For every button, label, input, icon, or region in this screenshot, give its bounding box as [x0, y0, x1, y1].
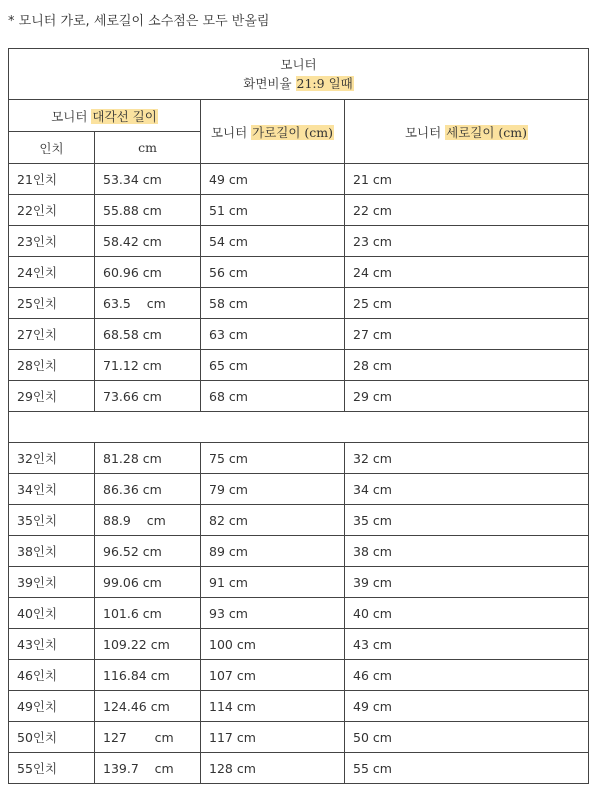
- width-cell: 68 cm: [201, 381, 345, 412]
- diag-header: [9, 100, 201, 132]
- width-cell: 100 cm: [201, 629, 345, 660]
- width-cell: 75 cm: [201, 443, 345, 474]
- inch-cell: 38인치: [9, 536, 95, 567]
- table-row: [9, 505, 589, 536]
- height-cell: 35 cm: [345, 505, 589, 536]
- diag-cell: 73.66 cm: [95, 381, 201, 412]
- table-title: [9, 49, 589, 100]
- width-cell: 107 cm: [201, 660, 345, 691]
- empty-cell: [9, 412, 589, 443]
- height-cell: 50 cm: [345, 722, 589, 753]
- table-row: [9, 319, 589, 350]
- inch-cell: 25인치: [9, 288, 95, 319]
- table-row: [9, 195, 589, 226]
- inch-cell: 46인치: [9, 660, 95, 691]
- width-cell: 49 cm: [201, 164, 345, 195]
- height-cell: 21 cm: [345, 164, 589, 195]
- inch-cell: 55인치: [9, 753, 95, 784]
- height-cell: 29 cm: [345, 381, 589, 412]
- height-cell: 28 cm: [345, 350, 589, 381]
- diag-cell: 60.96 cm: [95, 257, 201, 288]
- height-header: [345, 100, 589, 164]
- table-row: [9, 753, 589, 784]
- width-header: [201, 100, 345, 164]
- diag-cell: 53.34 cm: [95, 164, 201, 195]
- diag-cell: 116.84 cm: [95, 660, 201, 691]
- aspect-highlight: 21:9 일때: [296, 76, 353, 91]
- height-prefix: 모니터: [404, 124, 446, 140]
- aspect-label: 화면비율: [243, 76, 296, 91]
- inch-cell: 32인치: [9, 443, 95, 474]
- table-row: [9, 474, 589, 505]
- diag-cell: 88.9 cm: [95, 505, 201, 536]
- diag-cell: 109.22 cm: [95, 629, 201, 660]
- diag-cell: 63.5 cm: [95, 288, 201, 319]
- inch-cell: 27인치: [9, 319, 95, 350]
- table-row: [9, 164, 589, 195]
- table-row: [9, 536, 589, 567]
- cm-column-header: cm: [95, 132, 201, 164]
- diag-cell: 101.6 cm: [95, 598, 201, 629]
- monitor-size-table: [8, 48, 589, 784]
- height-cell: 38 cm: [345, 536, 589, 567]
- diag-cell: 127 cm: [95, 722, 201, 753]
- diag-cell: 99.06 cm: [95, 567, 201, 598]
- height-cell: 23 cm: [345, 226, 589, 257]
- inch-cell: 40인치: [9, 598, 95, 629]
- height-cell: 25 cm: [345, 288, 589, 319]
- height-cell: 46 cm: [345, 660, 589, 691]
- table-row: [9, 288, 589, 319]
- diag-cell: 124.46 cm: [95, 691, 201, 722]
- diag-highlight: 대각선 길이: [92, 108, 157, 124]
- inch-cell: 23인치: [9, 226, 95, 257]
- width-cell: 114 cm: [201, 691, 345, 722]
- width-highlight: 가로길이 (cm): [252, 124, 334, 140]
- table-row: [9, 381, 589, 412]
- width-cell: 93 cm: [201, 598, 345, 629]
- height-cell: 32 cm: [345, 443, 589, 474]
- title-line2: [17, 74, 580, 93]
- inch-cell: 28인치: [9, 350, 95, 381]
- title-line1: 모니터: [280, 57, 317, 72]
- height-cell: 40 cm: [345, 598, 589, 629]
- diag-cell: 81.28 cm: [95, 443, 201, 474]
- width-cell: 65 cm: [201, 350, 345, 381]
- height-cell: 49 cm: [345, 691, 589, 722]
- diag-cell: 86.36 cm: [95, 474, 201, 505]
- height-cell: 22 cm: [345, 195, 589, 226]
- inch-column-header: 인치: [9, 132, 95, 164]
- table-row: [9, 660, 589, 691]
- table-row: [9, 567, 589, 598]
- diag-cell: 71.12 cm: [95, 350, 201, 381]
- inch-cell: 29인치: [9, 381, 95, 412]
- width-cell: 89 cm: [201, 536, 345, 567]
- inch-cell: 49인치: [9, 691, 95, 722]
- width-cell: 117 cm: [201, 722, 345, 753]
- table-row: [9, 443, 589, 474]
- table-row: [9, 350, 589, 381]
- table-row: [9, 629, 589, 660]
- height-cell: 34 cm: [345, 474, 589, 505]
- diag-prefix: 모니터: [51, 108, 92, 124]
- spacer-row: [9, 412, 589, 443]
- height-cell: 27 cm: [345, 319, 589, 350]
- inch-cell: 43인치: [9, 629, 95, 660]
- width-cell: 79 cm: [201, 474, 345, 505]
- table-row: [9, 257, 589, 288]
- width-cell: 58 cm: [201, 288, 345, 319]
- diag-cell: 96.52 cm: [95, 536, 201, 567]
- height-cell: 39 cm: [345, 567, 589, 598]
- rounding-note: * 모니터 가로, 세로길이 소수점은 모두 반올림: [8, 14, 270, 29]
- table-row: [9, 722, 589, 753]
- inch-cell: 34인치: [9, 474, 95, 505]
- inch-cell: 35인치: [9, 505, 95, 536]
- table-row: [9, 598, 589, 629]
- diag-cell: 55.88 cm: [95, 195, 201, 226]
- inch-cell: 21인치: [9, 164, 95, 195]
- height-cell: 24 cm: [345, 257, 589, 288]
- width-cell: 63 cm: [201, 319, 345, 350]
- width-cell: 54 cm: [201, 226, 345, 257]
- diag-cell: 139.7 cm: [95, 753, 201, 784]
- inch-cell: 22인치: [9, 195, 95, 226]
- diag-cell: 58.42 cm: [95, 226, 201, 257]
- width-prefix: 모니터: [210, 124, 252, 140]
- inch-cell: 50인치: [9, 722, 95, 753]
- width-cell: 91 cm: [201, 567, 345, 598]
- table-row: [9, 226, 589, 257]
- height-cell: 43 cm: [345, 629, 589, 660]
- table-row: [9, 691, 589, 722]
- height-cell: 55 cm: [345, 753, 589, 784]
- height-highlight: 세로길이 (cm): [446, 124, 528, 140]
- width-cell: 82 cm: [201, 505, 345, 536]
- diag-cell: 68.58 cm: [95, 319, 201, 350]
- width-cell: 56 cm: [201, 257, 345, 288]
- width-cell: 51 cm: [201, 195, 345, 226]
- width-cell: 128 cm: [201, 753, 345, 784]
- inch-cell: 39인치: [9, 567, 95, 598]
- inch-cell: 24인치: [9, 257, 95, 288]
